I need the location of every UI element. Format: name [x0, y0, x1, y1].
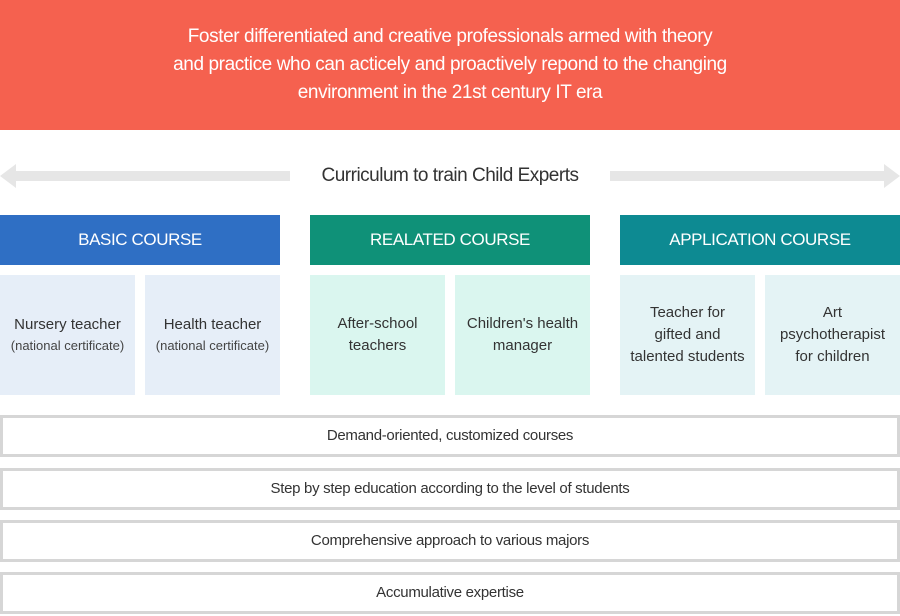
mission-line-1: Foster differentiated and creative professionals armed with theory — [187, 26, 713, 47]
course-item-nursery-teacher — [0, 275, 135, 395]
course-item-label: gifted and — [654, 326, 721, 343]
curriculum-title: Curriculum to train Child Experts — [321, 165, 579, 186]
course-item-gifted-teacher — [620, 275, 755, 395]
right-arrow-icon — [610, 158, 900, 194]
basic-course — [0, 215, 280, 395]
application-course-header: APPLICATION COURSE — [620, 215, 900, 265]
left-arrow-icon — [0, 158, 290, 194]
application-course — [620, 215, 900, 395]
feature-accumulative-expertise: Accumulative expertise — [0, 572, 900, 614]
course-item-label: Health teacher — [163, 316, 262, 333]
mission-line-2: and practice who can acticely and proactively repond to the changing — [173, 54, 727, 75]
course-item-label: After-school — [337, 315, 418, 332]
course-item-label: for children — [795, 348, 870, 365]
feature-step-by-step: Step by step education according to the level of students — [0, 468, 900, 510]
course-item-childrens-health-manager — [455, 275, 590, 395]
course-item-health-teacher — [145, 275, 280, 395]
course-item-note: (national certificate) — [155, 338, 270, 353]
mission-line-3: environment in the 21st century IT era — [297, 82, 603, 103]
course-item-label: teachers — [348, 337, 407, 354]
feature-comprehensive-approach: Comprehensive approach to various majors — [0, 520, 900, 562]
course-item-after-school-teachers — [310, 275, 445, 395]
related-course — [310, 215, 590, 395]
course-item-label: Teacher for — [649, 304, 726, 321]
course-item-label: manager — [492, 337, 553, 354]
basic-course-header: BASIC COURSE — [0, 215, 280, 265]
course-item-art-psychotherapist — [765, 275, 900, 395]
mission-banner — [0, 0, 900, 130]
course-item-label: Art — [822, 304, 843, 321]
related-course-header: REALATED COURSE — [310, 215, 590, 265]
course-item-label: Nursery teacher — [14, 316, 121, 333]
feature-demand-oriented: Demand-oriented, customized courses — [0, 415, 900, 457]
course-item-label: psychotherapist — [779, 326, 886, 343]
mission-statement — [173, 23, 727, 107]
course-item-label: Children's health — [466, 315, 579, 332]
course-item-label: talented students — [630, 348, 745, 365]
course-item-note: (national certificate) — [10, 338, 125, 353]
curriculum-header — [0, 158, 900, 194]
